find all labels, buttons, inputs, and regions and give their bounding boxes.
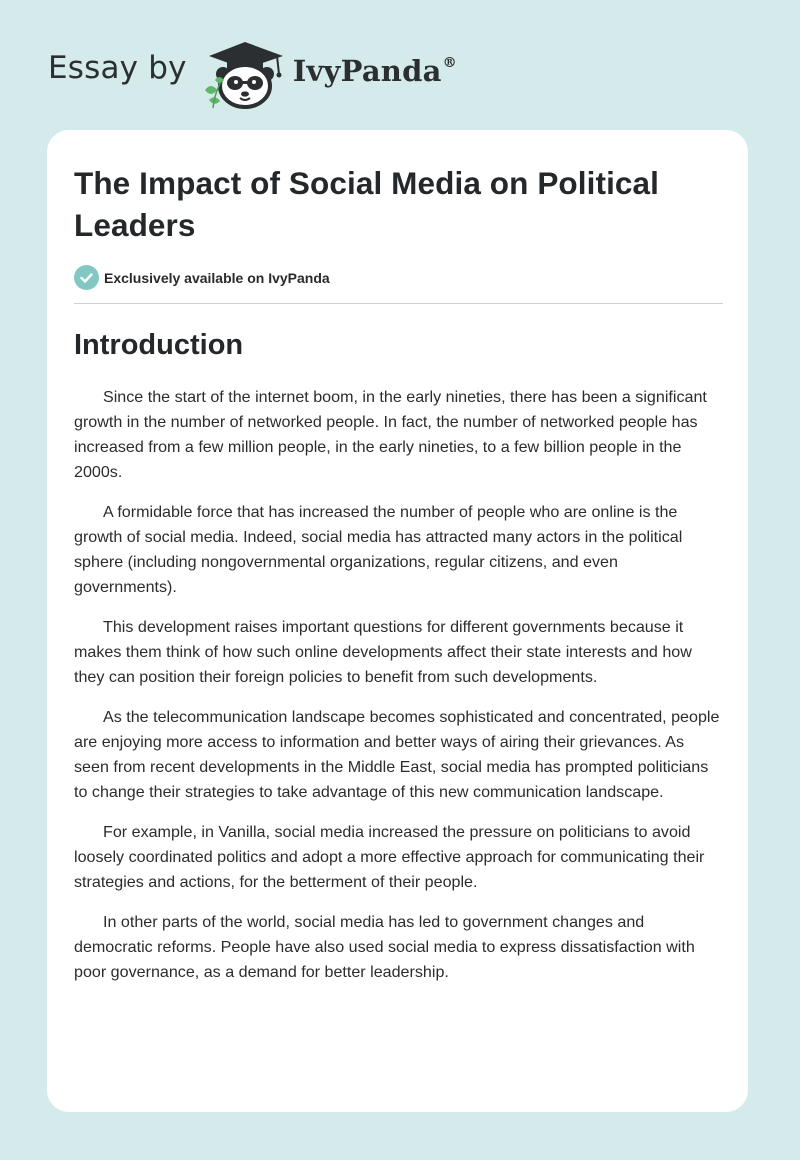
paragraph: As the telecommunication landscape becomes sophisticated and concentrated, people are enjoying more access to information and better ways of airing their grievances. As seen from recent developments in the Middle East, social media has prompted politicians to change their strategies to take advantage of this new communication landscape. bbox=[74, 708, 720, 801]
section-heading: Introduction bbox=[74, 329, 244, 361]
site-header bbox=[48, 34, 457, 110]
paragraph: In other parts of the world, social media has led to government changes and democratic reforms. People have also used social media to express dissatisfaction with poor governance, as a demand for better leadership. bbox=[74, 913, 695, 981]
divider bbox=[74, 303, 723, 304]
page-title: The Impact of Social Media on Political Leaders bbox=[74, 165, 660, 243]
essay-content bbox=[74, 162, 722, 985]
exclusive-badge bbox=[74, 265, 722, 290]
essay-by-label: Essay by bbox=[48, 50, 187, 86]
paragraph: A formidable force that has increased the number of people who are online is the growth of social media. Indeed, social media has attracted many actors in the political sphere (including nongovernmental organizations, regular citizens, and even governments). bbox=[74, 503, 683, 596]
registered-mark: ® bbox=[442, 55, 457, 71]
paragraph: For example, in Vanilla, social media increased the pressure on politicians to avoid loosely coordinated politics and adopt a more effective approach for communicating their strategies and actions, for the betterment of their people. bbox=[74, 823, 705, 891]
paragraph: This development raises important questions for different governments because it makes them think of how such online developments affect their state interests and how they can position their foreign policies to benefit from such developments. bbox=[74, 618, 692, 686]
ivypanda-logo-icon[interactable] bbox=[199, 34, 291, 110]
check-circle-icon bbox=[74, 265, 99, 290]
paragraph: Since the start of the internet boom, in the early nineties, there has been a significant growth in the number of networked people. In fact, the number of networked people has increased from a few million people, in the early nineties, to a few billion people in the 2000s. bbox=[74, 388, 707, 481]
brand-name[interactable]: IvyPanda® bbox=[292, 54, 457, 88]
essay-card bbox=[47, 130, 748, 1112]
exclusive-badge-text: Exclusively available on IvyPanda bbox=[104, 269, 330, 286]
